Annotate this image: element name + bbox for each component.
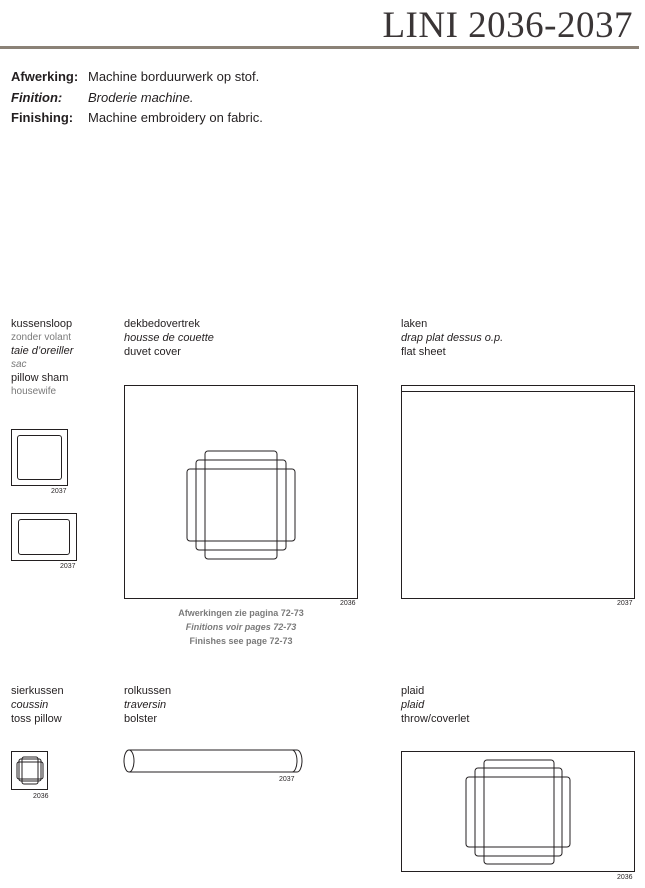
plaid-label	[401, 684, 469, 726]
label-fr-sub: sac	[11, 359, 27, 370]
embroidery-frame	[18, 519, 70, 555]
label-nl: laken	[401, 318, 428, 330]
embroidery-motif	[125, 386, 359, 600]
note-fr: Finitions voir pages 72-73	[185, 622, 297, 632]
embroidery-frame	[17, 435, 62, 480]
pillow-sham-label	[11, 317, 73, 398]
product-code: 2037	[279, 776, 295, 783]
plaid-illustration	[401, 751, 635, 872]
finishing-text: Machine borduurwerk op stof.	[88, 69, 260, 84]
note-nl: Afwerkingen zie pagina 72-73	[178, 608, 304, 618]
finishing-label: Finishing:	[11, 110, 74, 125]
page-title: LINI 2036-2037	[382, 5, 633, 46]
duvet-cover-illustration	[124, 385, 358, 599]
label-en: flat sheet	[401, 346, 446, 358]
label-en: throw/coverlet	[401, 713, 470, 725]
label-fr: coussin	[11, 699, 49, 711]
label-fr: traversin	[124, 699, 167, 711]
label-en: bolster	[124, 713, 158, 725]
label-nl: sierkussen	[11, 685, 64, 697]
label-fr: drap plat dessus o.p.	[401, 332, 504, 344]
label-en-sub: housewife	[11, 386, 57, 397]
embroidery-motif	[12, 752, 49, 791]
toss-pillow-illustration	[11, 751, 48, 790]
note-en: Finishes see page 72-73	[189, 636, 293, 646]
label-en: duvet cover	[124, 346, 181, 358]
label-nl: plaid	[401, 685, 425, 697]
finishing-fr	[11, 90, 194, 106]
label-fr: housse de couette	[124, 332, 214, 344]
finishing-text: Machine embroidery on fabric.	[88, 110, 263, 125]
product-code: 2036	[340, 600, 356, 607]
label-fr: taie d’oreiller	[11, 345, 74, 357]
finishing-nl	[11, 69, 259, 85]
flat-sheet-illustration	[401, 385, 635, 599]
label-en: pillow sham	[11, 372, 69, 384]
product-code: 2037	[617, 600, 633, 607]
finishing-label: Finition:	[11, 90, 63, 105]
flat-sheet-label	[401, 317, 503, 359]
finishing-label: Afwerking:	[11, 69, 79, 84]
embroidery-motif	[402, 752, 636, 873]
bolster-label	[124, 684, 171, 726]
pillow-rect-illustration	[11, 513, 77, 561]
toss-pillow-label	[11, 684, 64, 726]
sheet-hem-line	[402, 391, 634, 392]
product-code: 2036	[33, 793, 49, 800]
pillow-square-illustration	[11, 429, 68, 486]
label-nl: rolkussen	[124, 685, 172, 697]
finishing-text: Broderie machine.	[88, 90, 194, 105]
label-nl: kussensloop	[11, 318, 73, 330]
product-code: 2037	[51, 488, 67, 495]
label-en: toss pillow	[11, 713, 62, 725]
product-code: 2037	[60, 563, 76, 570]
product-code: 2036	[617, 874, 633, 881]
bolster-illustration	[120, 745, 310, 777]
finishes-note	[124, 606, 358, 648]
header-rule	[0, 46, 639, 49]
label-nl: dekbedovertrek	[124, 318, 200, 330]
label-nl-sub: zonder volant	[11, 332, 72, 343]
finishing-en	[11, 110, 263, 126]
label-fr: plaid	[401, 699, 425, 711]
duvet-cover-label	[124, 317, 214, 359]
